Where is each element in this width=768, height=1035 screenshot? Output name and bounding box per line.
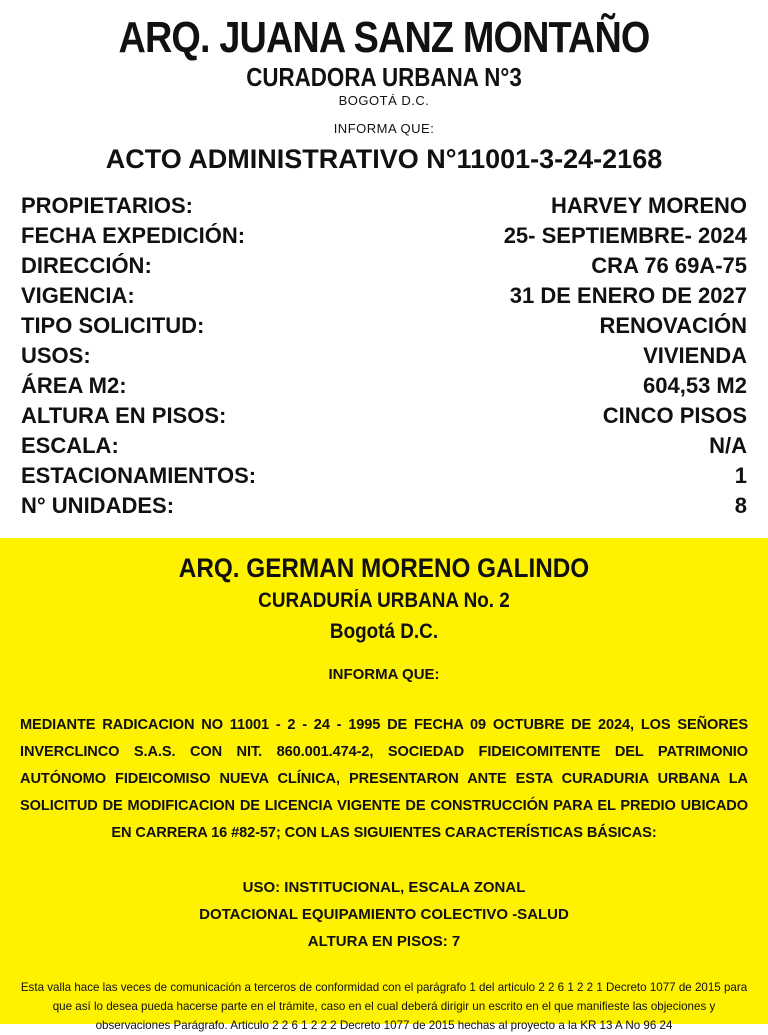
notice-2-informa: INFORMA QUE: [328, 666, 440, 683]
detail-value: RENOVACIÓN [599, 313, 747, 338]
detail-row-issue-date [21, 221, 747, 251]
detail-row-parking [21, 461, 747, 491]
notice-2-legal-footer: Esta valla hace las veces de comunicación a terceros de conformidad con el parágrafo 1 del articulo 2 2 6 1 2 2 1 Decreto 1077 de 2015 para que así lo desea pueda hacerse parte en el trámite, caso en el cual deberá dirigir un escrito en el que manifieste las objeciones y observaciones Parágrafo. Articulo 2 2 6 1 2 2 2 Decreto 1077 de 2015 hechas al proyecto a la KR 13 A No 96 24 [20, 981, 748, 1032]
detail-row-area [21, 371, 747, 401]
notice-1-informa: INFORMA QUE: [333, 121, 435, 136]
detail-row-scale [21, 431, 747, 461]
detail-row-uses [21, 341, 747, 371]
detail-label: ALTURA EN PISOS: [21, 403, 227, 428]
detail-value: N/A [709, 433, 747, 458]
notice-2-architect-name: ARQ. GERMAN MORENO GALINDO [178, 553, 590, 583]
notice-german-moreno [0, 538, 768, 1032]
detail-label: PROPIETARIOS: [21, 193, 193, 218]
detail-label: ESCALA: [21, 433, 119, 458]
notice-2-office: CURADURÍA URBANA No. 2 [258, 589, 510, 612]
detail-label: N° UNIDADES: [21, 493, 175, 518]
detail-label: DIRECCIÓN: [21, 253, 152, 278]
detail-value: 31 DE ENERO DE 2027 [509, 283, 747, 308]
notice-1-office: CURADORA URBANA N°3 [246, 62, 522, 92]
detail-row-units [21, 491, 747, 521]
detail-value: 1 [734, 463, 747, 488]
detail-label: VIGENCIA: [21, 283, 135, 308]
feature-floors: ALTURA EN PISOS: 7 [307, 933, 461, 950]
detail-value: 8 [734, 493, 747, 518]
detail-value: HARVEY MORENO [550, 193, 747, 218]
notice-1-act-number: ACTO ADMINISTRATIVO N°11001-3-24-2168 [105, 144, 663, 174]
feature-use: USO: INSTITUCIONAL, ESCALA ZONAL [242, 879, 526, 896]
detail-row-owners [21, 191, 747, 221]
detail-label: USOS: [21, 343, 91, 368]
detail-row-address [21, 251, 747, 281]
notice-2-body-text: MEDIANTE RADICACION NO 11001 - 2 - 24 - 1995 DE FECHA 09 OCTUBRE DE 2024, LOS SEÑORES INVERCLINCO S.A.S. CON NIT. 860.001.474-2, SOCIEDAD FIDEICOMITENTE DEL PATRIMONIO AUTÓNOMO FIDEICOMISO NUEVA CLÍNICA, PRESENTARON ANTE ESTA CURADURIA URBANA LA SOLICITUD DE MODIFICACION DE LICENCIA VIGENTE DE CONSTRUCCIÓN PARA EL PREDIO UBICADO EN CARRERA 16 #82-57; CON LAS SIGUIENTES CARACTERÍSTICAS BÁSICAS: [20, 717, 748, 841]
detail-label: FECHA EXPEDICIÓN: [21, 223, 246, 248]
detail-label: ÁREA M2: [21, 373, 127, 398]
detail-value: VIVIENDA [643, 343, 747, 368]
detail-label: ESTACIONAMIENTOS: [21, 463, 257, 488]
detail-row-floors [21, 401, 747, 431]
notice-1-architect-name: ARQ. JUANA SANZ MONTAÑO [118, 13, 650, 62]
detail-value: 604,53 M2 [643, 373, 747, 398]
detail-value: 25- SEPTIEMBRE- 2024 [503, 223, 747, 248]
detail-label: TIPO SOLICITUD: [21, 313, 205, 338]
notice-2-city: Bogotá D.C. [329, 620, 439, 643]
detail-row-validity [21, 281, 747, 311]
notice-1-details [21, 191, 747, 521]
feature-facility: DOTACIONAL EQUIPAMIENTO COLECTIVO -SALUD [199, 906, 569, 923]
notice-1-city: BOGOTÁ D.C. [338, 93, 430, 108]
detail-value: CINCO PISOS [602, 403, 747, 428]
detail-row-request-type [21, 311, 747, 341]
detail-value: CRA 76 69A-75 [591, 253, 747, 278]
